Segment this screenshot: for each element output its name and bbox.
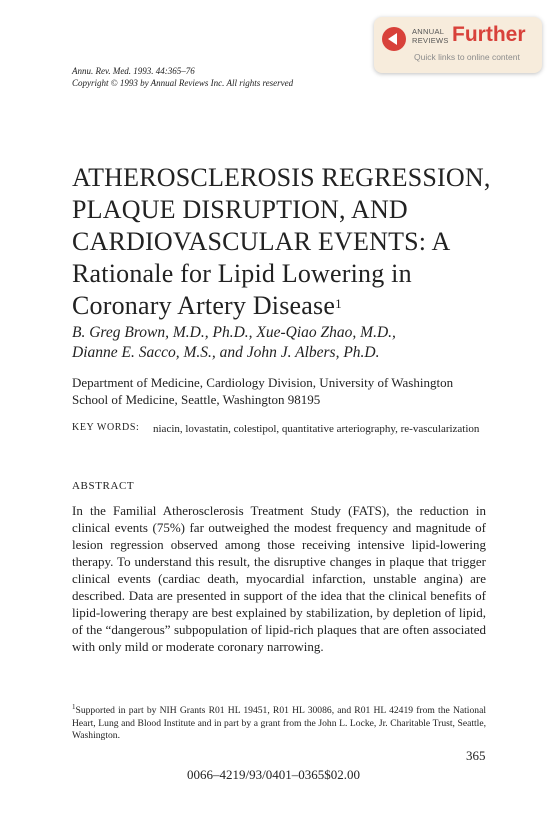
affiliation-line: School of Medicine, Seattle, Washington 98195 <box>72 392 321 407</box>
annual-label: ANNUAL <box>412 27 445 36</box>
keywords-text: niacin, lovastatin, colestipol, quantitative arteriography, re-vascularization <box>153 423 480 435</box>
further-label: Further <box>452 23 526 46</box>
footnote-text: Supported in part by NIH Grants R01 HL 19451, R01 HL 30086, and R01 HL 42419 from the National Heart, Lung and Blood Institute and in part by a grant from the John L. Locke, Jr. Charitable Trust, Seattle, Washington. <box>72 705 486 742</box>
affiliation-line: Department of Medicine, Cardiology Division, University of Washington <box>72 375 454 390</box>
abstract-heading: ABSTRACT <box>72 480 135 492</box>
title-line: ATHEROSCLEROSIS REGRESSION, <box>72 163 491 192</box>
annual-reviews-logo <box>412 27 449 45</box>
abstract-text: In the Familial Atherosclerosis Treatment Study (FATS), the reduction in clinical events (75%) far outweighed the modest frequency and magnitude of lesion regression observed among those receiving intensive lipid-lowering therapy. To understand this result, the disruptive changes in plaque that trigger clinical events (cardiac death, myocardial infarction, unstable angina) are described. Data are presented in support of the idea that the clinical benefits of lipid-lowering therapy are best explained by stabilization, by depletion of lipid, of the “dangerous” subpopulation of lipid-rich plaques that are often associated with only mild or moderate coronary narrowing. <box>72 503 486 654</box>
authors-line: Dianne E. Sacco, M.S., and John J. Albers, Ph.D. <box>72 344 380 361</box>
footnote <box>72 701 486 743</box>
article-code: 0066–4219/93/0401–0365$02.00 <box>187 767 360 782</box>
reviews-label: REVIEWS <box>412 36 449 45</box>
title-line: PLAQUE DISRUPTION, AND <box>72 195 408 224</box>
affiliation <box>72 374 453 408</box>
article-title <box>72 162 491 322</box>
title-line: Rationale for Lipid Lowering in <box>72 259 412 288</box>
footnote-mark[interactable]: 1 <box>335 296 342 311</box>
title-text: Coronary Artery Disease <box>72 291 336 320</box>
quick-links-label: Quick links to online content <box>414 52 520 62</box>
authors-line: B. Greg Brown, M.D., Ph.D., Xue-Qiao Zhao, M.D., <box>72 324 396 341</box>
play-icon <box>388 33 397 45</box>
keywords-label: KEY WORDS: <box>72 422 140 433</box>
title-line <box>72 290 491 322</box>
title-line: CARDIOVASCULAR EVENTS: A <box>72 227 451 256</box>
copyright: Copyright © 1993 by Annual Reviews Inc. All rights reserved <box>72 78 294 88</box>
authors <box>72 323 396 363</box>
footnote-number: 1 <box>72 703 76 711</box>
citation: Annu. Rev. Med. 1993. 44:365–76 <box>72 66 195 76</box>
further-badge[interactable] <box>374 17 542 73</box>
page-number: 365 <box>466 748 486 763</box>
